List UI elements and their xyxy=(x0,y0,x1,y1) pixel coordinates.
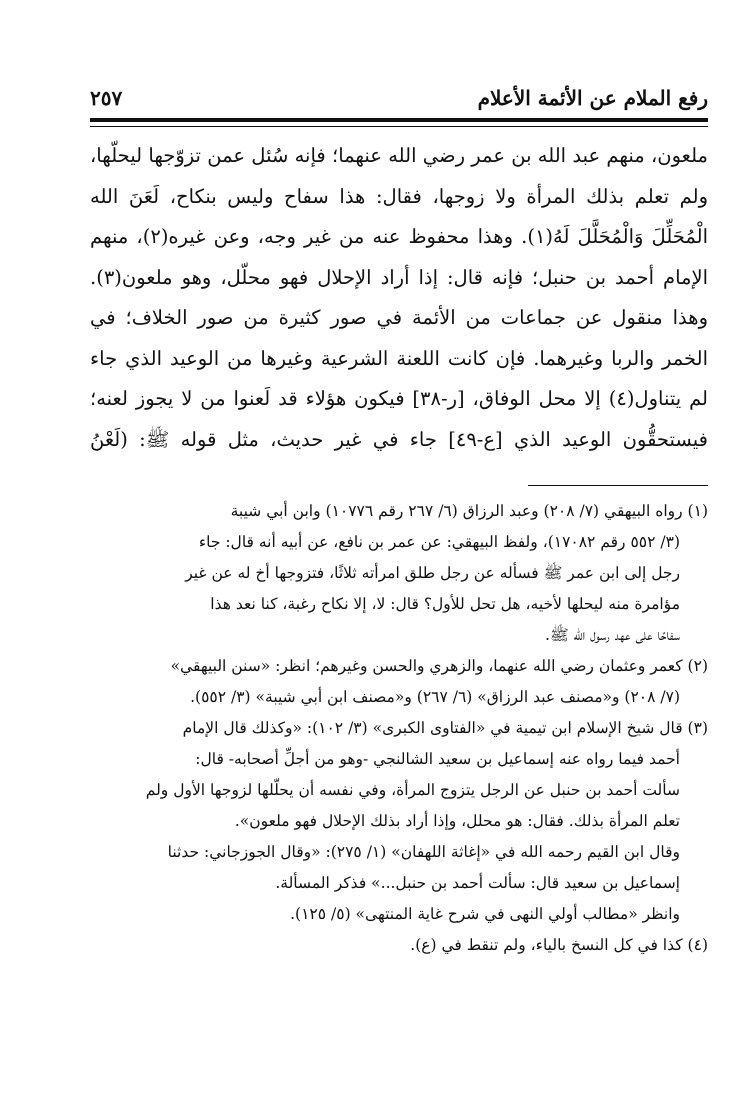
footnote-line: إسماعيل بن سعيد قال: سألت أحمد بن حنبل...» فذكر المسألة. xyxy=(275,874,680,892)
header-rule-thin xyxy=(90,126,708,127)
text-line: وهذا منقول عن جماعات من الأئمة في صور كثيرة من صور الخلاف؛ في xyxy=(90,306,708,329)
footnote-line: (٤) كذا في كل النسخ بالياء، ولم تنقط في (ع). xyxy=(410,936,708,954)
footnote-line: أحمد فيما رواه عنه إسماعيل بن سعيد الشالنجي -وهو من أجلِّ أصحابه- قال: xyxy=(195,750,680,768)
footnote-line: (٣) قال شيخ الإسلام ابن تيمية في «الفتاوى الكبرى» (٣/ ١٠٢): «وكذلك قال الإمام xyxy=(182,719,708,737)
footnote-line: (٣/ ٥٥٢ رقم ١٧٠٨٢)، ولفظ البيهقي: عن عمر بن نافع، عن أبيه أنه قال: جاء xyxy=(198,533,680,551)
footnote-line: سفاحًا على عهد رسول الله ﷺ. xyxy=(545,626,680,644)
footnote-line: (٧/ ٢٠٨) و«مصنف عبد الرزاق» (٦/ ٢٦٧) و«مصنف ابن أبي شيبة» (٣/ ٥٥٢). xyxy=(190,688,680,706)
footnote-line: مؤامرة منه ليحلها لأخيه، هل تحل للأول؟ قال: لا، إلا نكاح رغبة، كنا نعد هذا xyxy=(210,595,680,613)
text-line: لم يتناول(٤) إلا محل الوفاق، [ر-٣٨] فيكون هؤلاء قد لَعنوا من لا يجوز لعنه؛ xyxy=(90,387,708,410)
footnote-separator xyxy=(528,485,708,486)
text-line: ولم تعلم بذلك المرأة ولا زوجها، فقال: هذا سفاح وليس بنكاح، لَعَنَ الله xyxy=(90,184,708,208)
footnote-line: (١) رواه البيهقي (٧/ ٢٠٨) وعبد الرزاق (٦/ ٢٦٧ رقم ١٠٧٧٦) وابن أبي شيبة xyxy=(230,502,708,520)
footnote-line: رجل إلى ابن عمر ﷺ فسأله عن رجل طلق امرأته ثلاثًا، فتزوجها أخ له عن غير xyxy=(185,564,680,582)
header-rule-thick xyxy=(90,118,708,122)
footnotes xyxy=(90,496,708,961)
text-line: ملعون، منهم عبد الله بن عمر رضي الله عنهما؛ فإنه سُئل عمن تزوّجها ليحلّها، xyxy=(90,144,708,167)
footnote-line: وقال ابن القيم رحمه الله في «إغاثة اللهفان» (١/ ٢٧٥): «وقال الجوزجاني: حدثنا xyxy=(167,843,680,861)
footnote-line: وانظر «مطالب أولي النهى في شرح غاية المنتهى» (٥/ ١٢٥). xyxy=(290,905,680,923)
text-line: الخمر والربا وغيرهما. فإن كانت اللعنة الشرعية وغيرها من الوعيد الذي جاء xyxy=(90,346,708,370)
running-title: رفع الملام عن الأئمة الأعلام xyxy=(477,86,708,110)
text-line: الْمُحَلِّلَ وَالْمُحَلَّلَ لَهُ(١). وهذا محفوظ عنه من غير وجه، وعن غيره(٢)، منهم xyxy=(90,225,708,248)
page-number: ٢٥٧ xyxy=(90,86,123,110)
text-line: الإمام أحمد بن حنبل؛ فإنه قال: إذا أراد الإحلال فهو محلّل، وهو ملعون(٣). xyxy=(90,265,708,289)
footnote-line: سألت أحمد بن حنبل عن الرجل يتزوج المرأة، وفي نفسه أن يحلّلها لزوجها الأول ولم xyxy=(145,781,680,799)
text-line: فيستحقُّون الوعيد الذي [ع-٤٩] جاء في غير حديث، مثل قوله ﷺ: (لَعْنُ xyxy=(90,427,708,451)
footnote-line: (٢) كعمر وعثمان رضي الله عنهما، والزهري والحسن وغيرهم؛ انظر: «سنن البيهقي» xyxy=(170,657,708,675)
page-header xyxy=(90,78,708,120)
main-text xyxy=(90,136,708,460)
footnote-line: تعلم المرأة بذلك. فقال: هو محلل، وإذا أراد بذلك الإحلال فهو ملعون». xyxy=(234,812,680,830)
